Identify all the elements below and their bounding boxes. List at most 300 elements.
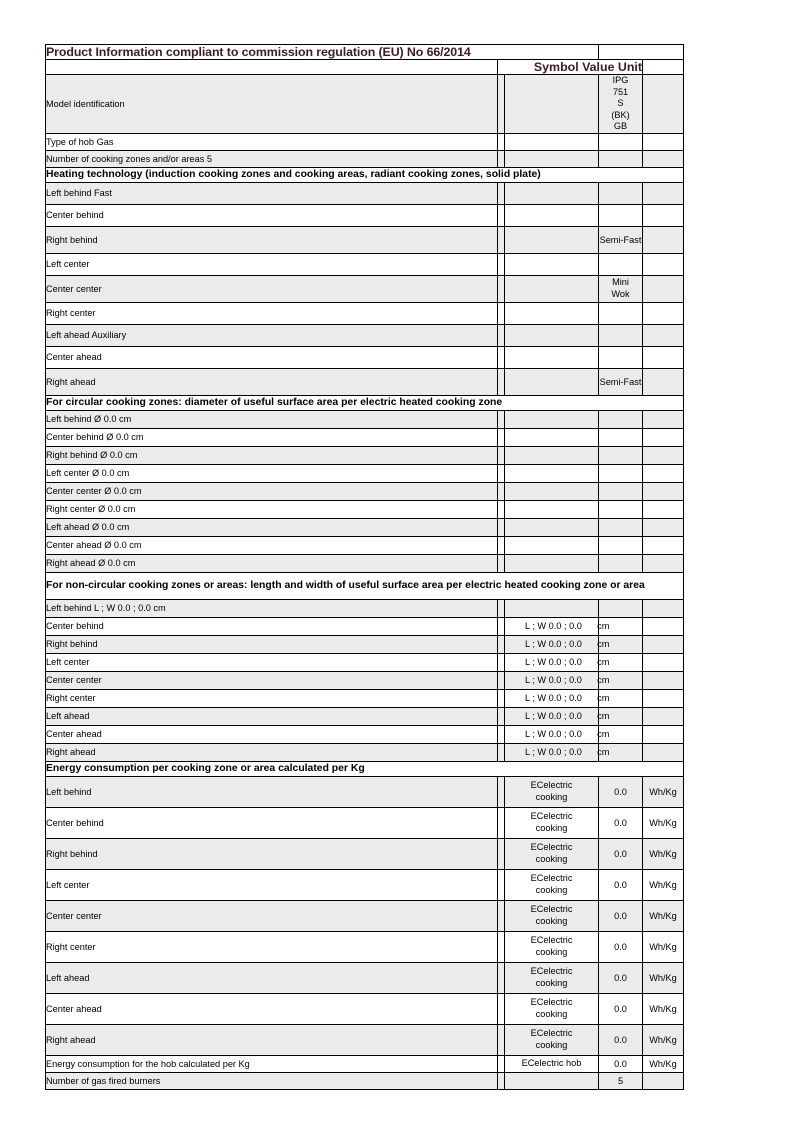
table-row xyxy=(46,776,684,807)
row-value xyxy=(599,518,643,536)
row-symbol xyxy=(505,482,599,500)
header-label-spacer xyxy=(46,60,498,75)
row-gap-cell xyxy=(498,253,505,275)
table-row xyxy=(46,1024,684,1055)
product-information-sheet xyxy=(45,44,683,1090)
row-unit xyxy=(643,1072,684,1089)
table-row xyxy=(46,182,684,204)
row-gap-cell xyxy=(498,1024,505,1055)
row-symbol xyxy=(505,993,599,1024)
symbol-line-1: ECelectric xyxy=(530,966,573,977)
table-row xyxy=(46,368,684,395)
row-symbol xyxy=(505,182,599,204)
row-unit: Wh/Kg xyxy=(643,807,684,838)
row-label: Left ahead xyxy=(46,962,498,993)
row-gap-cell xyxy=(498,1055,505,1072)
row-unit: Wh/Kg xyxy=(643,869,684,900)
row-value xyxy=(599,324,643,346)
row-symbol xyxy=(505,410,599,428)
row-unit xyxy=(643,554,684,572)
row-symbol xyxy=(505,554,599,572)
row-gap-cell xyxy=(498,671,505,689)
noncircular-zones-body xyxy=(46,572,684,761)
row-label: Right ahead Ø 0.0 cm xyxy=(46,554,498,572)
row-label: Right behind xyxy=(46,838,498,869)
column-header-row xyxy=(46,60,684,75)
row-symbol xyxy=(505,869,599,900)
row-symbol xyxy=(505,500,599,518)
row-label: Number of gas fired burners xyxy=(46,1072,498,1089)
section-heading: For circular cooking zones: diameter of useful surface area per electric heated cooking zone xyxy=(46,395,684,410)
table-body xyxy=(46,45,684,75)
length-width-text: L ; W 0.0 ; 0.0 cm xyxy=(525,693,610,704)
row-length-width xyxy=(505,689,610,707)
row-symbol xyxy=(505,518,599,536)
row-unit xyxy=(643,428,684,446)
row-symbol xyxy=(505,150,599,167)
row-label: Right ahead xyxy=(46,368,498,395)
row-value: 0.0 xyxy=(599,1055,643,1072)
row-symbol xyxy=(505,807,599,838)
row-gap-cell xyxy=(498,428,505,446)
length-width-text: L ; W 0.0 ; 0.0 cm xyxy=(525,729,610,740)
circular-zones-body xyxy=(46,395,684,572)
row-value xyxy=(599,689,643,707)
row-symbol xyxy=(505,1024,599,1055)
row-unit xyxy=(643,226,684,253)
row-value xyxy=(599,428,643,446)
row-label: Left center xyxy=(46,869,498,900)
symbol-line-1: ECelectric xyxy=(530,842,573,853)
row-value xyxy=(599,653,643,671)
row-symbol xyxy=(505,428,599,446)
row-gap-cell xyxy=(498,962,505,993)
row-gap-cell xyxy=(498,707,505,725)
row-gap-cell xyxy=(498,536,505,554)
table-row xyxy=(46,869,684,900)
row-gap-cell xyxy=(498,324,505,346)
row-value: Semi-Fast xyxy=(599,226,643,253)
title-row xyxy=(46,45,684,60)
row-gap-cell xyxy=(498,743,505,761)
row-unit: Wh/Kg xyxy=(643,1024,684,1055)
row-unit xyxy=(643,302,684,324)
row-label: Left center xyxy=(46,253,498,275)
row-value xyxy=(599,500,643,518)
table-row xyxy=(46,993,684,1024)
row-symbol xyxy=(505,302,599,324)
product-information-table xyxy=(45,44,684,1090)
row-gap-cell xyxy=(498,599,505,617)
row-label: Right center xyxy=(46,931,498,962)
table-row xyxy=(46,962,684,993)
row-gap-cell xyxy=(498,900,505,931)
row-value: 0.0 xyxy=(599,900,643,931)
row-symbol xyxy=(505,253,599,275)
length-width-text: L ; W 0.0 ; 0.0 cm xyxy=(525,675,610,686)
row-value: 0.0 xyxy=(599,931,643,962)
row-length-width xyxy=(505,617,610,635)
row-value xyxy=(599,346,643,368)
table-row xyxy=(46,150,684,167)
row-unit xyxy=(643,368,684,395)
table-row xyxy=(46,204,684,226)
row-unit xyxy=(643,689,684,707)
row-unit xyxy=(643,324,684,346)
section-heading: Heating technology (induction cooking zones and cooking areas, radiant cooking zones, solid plate) xyxy=(46,167,684,182)
symbol-line-2: cooking xyxy=(535,946,568,957)
row-unit xyxy=(643,182,684,204)
row-unit xyxy=(643,464,684,482)
footer-rows-body xyxy=(46,1055,684,1089)
value-line-3: S xyxy=(617,98,624,108)
row-label: Center ahead xyxy=(46,346,498,368)
row-symbol xyxy=(505,931,599,962)
row-value: 0.0 xyxy=(599,776,643,807)
symbol-line-2: cooking xyxy=(535,791,568,802)
row-label: Left behind xyxy=(46,776,498,807)
symbol-line-1: ECelectric xyxy=(530,780,573,791)
row-symbol xyxy=(505,275,599,302)
row-value xyxy=(599,150,643,167)
row-gap-cell xyxy=(498,725,505,743)
row-unit xyxy=(643,743,684,761)
value-line-2: Wok xyxy=(611,288,630,299)
table-row xyxy=(46,324,684,346)
row-label: Right center Ø 0.0 cm xyxy=(46,500,498,518)
row-gap-cell xyxy=(498,617,505,635)
row-gap-cell xyxy=(498,182,505,204)
row-value xyxy=(599,482,643,500)
row-gap-cell xyxy=(498,993,505,1024)
row-value xyxy=(599,536,643,554)
table-row xyxy=(46,518,684,536)
row-symbol xyxy=(505,838,599,869)
table-row xyxy=(46,253,684,275)
header-unit-spacer xyxy=(643,60,684,75)
section-row-energy xyxy=(46,761,684,776)
row-gap-cell xyxy=(498,302,505,324)
row-unit xyxy=(643,133,684,150)
row-value: 0.0 xyxy=(599,962,643,993)
row-symbol xyxy=(505,900,599,931)
symbol-line-1: ECelectric xyxy=(530,1028,573,1039)
row-length-width xyxy=(505,671,610,689)
row-gap-cell xyxy=(498,554,505,572)
row-length-width xyxy=(505,635,610,653)
table-row xyxy=(46,599,684,617)
row-unit: Wh/Kg xyxy=(643,900,684,931)
row-gap-cell xyxy=(498,500,505,518)
row-value xyxy=(599,204,643,226)
row-gap-cell xyxy=(498,807,505,838)
row-label: Right behind xyxy=(46,635,498,653)
row-label: Center center xyxy=(46,671,498,689)
row-value: Semi-Fast xyxy=(599,368,643,395)
row-gap-cell xyxy=(498,226,505,253)
row-value: 0.0 xyxy=(599,807,643,838)
row-label: Energy consumption for the hob calculated per Kg xyxy=(46,1055,498,1072)
row-unit xyxy=(643,275,684,302)
row-label: Center center xyxy=(46,900,498,931)
row-label: Type of hob Gas xyxy=(46,133,498,150)
row-length-width xyxy=(505,599,599,617)
section-heading: Energy consumption per cooking zone or area calculated per Kg xyxy=(46,761,684,776)
row-value xyxy=(599,446,643,464)
symbol-line-1: ECelectric xyxy=(530,904,573,915)
row-value: 0.0 xyxy=(599,993,643,1024)
row-label: Center center xyxy=(46,275,498,302)
row-value: 5 xyxy=(599,1072,643,1089)
row-label: Model identification xyxy=(46,75,498,134)
row-unit xyxy=(643,518,684,536)
row-symbol xyxy=(505,346,599,368)
length-width-text: L ; W 0.0 ; 0.0 cm xyxy=(525,657,610,668)
symbol-line-1: ECelectric xyxy=(530,873,573,884)
document-title: Product Information compliant to commission regulation (EU) No 66/2014 xyxy=(46,45,599,60)
row-unit xyxy=(643,725,684,743)
row-unit xyxy=(643,599,684,617)
row-unit: Wh/Kg xyxy=(643,1055,684,1072)
row-length-width xyxy=(505,653,610,671)
row-gap-cell xyxy=(498,346,505,368)
row-symbol xyxy=(505,75,599,134)
table-row xyxy=(46,275,684,302)
row-gap-cell xyxy=(498,204,505,226)
row-length-width xyxy=(505,743,610,761)
table-row xyxy=(46,428,684,446)
row-label: Left ahead Auxiliary xyxy=(46,324,498,346)
length-width-text: L ; W 0.0 ; 0.0 cm xyxy=(525,711,610,722)
row-length-width xyxy=(505,725,610,743)
row-value xyxy=(599,302,643,324)
row-label: Right behind Ø 0.0 cm xyxy=(46,446,498,464)
row-unit xyxy=(643,536,684,554)
row-unit xyxy=(643,482,684,500)
table-row xyxy=(46,838,684,869)
row-unit: Wh/Kg xyxy=(643,838,684,869)
row-gap-cell xyxy=(498,410,505,428)
row-label: Right center xyxy=(46,302,498,324)
row-symbol xyxy=(505,776,599,807)
row-symbol xyxy=(505,464,599,482)
row-label: Center behind xyxy=(46,204,498,226)
row-label: Left center Ø 0.0 cm xyxy=(46,464,498,482)
row-gap-cell xyxy=(498,275,505,302)
row-gap-cell xyxy=(498,869,505,900)
row-label: Center center Ø 0.0 cm xyxy=(46,482,498,500)
row-value xyxy=(599,253,643,275)
row-unit xyxy=(643,446,684,464)
row-value xyxy=(599,275,643,302)
row-symbol xyxy=(505,536,599,554)
row-value xyxy=(599,133,643,150)
energy-consumption-body xyxy=(46,761,684,1055)
symbol-line-2: cooking xyxy=(535,884,568,895)
row-label: Center behind xyxy=(46,617,498,635)
row-symbol xyxy=(505,204,599,226)
section-row-noncircular xyxy=(46,572,684,599)
row-value: 0.0 xyxy=(599,1024,643,1055)
row-unit: Wh/Kg xyxy=(643,993,684,1024)
row-gap-cell xyxy=(498,635,505,653)
table-row xyxy=(46,482,684,500)
row-label: Left ahead xyxy=(46,707,498,725)
table-row xyxy=(46,1072,684,1089)
section-row-heating xyxy=(46,167,684,182)
row-value xyxy=(599,743,643,761)
row-unit: Wh/Kg xyxy=(643,962,684,993)
symbol-line-1: ECelectric xyxy=(530,997,573,1008)
table-row xyxy=(46,807,684,838)
row-length-width xyxy=(505,707,610,725)
row-label: Center behind Ø 0.0 cm xyxy=(46,428,498,446)
value-line-1: Mini xyxy=(612,277,629,288)
table-row xyxy=(46,743,684,761)
table-row xyxy=(46,689,684,707)
symbol-line-2: cooking xyxy=(535,977,568,988)
row-symbol xyxy=(505,133,599,150)
table-row xyxy=(46,226,684,253)
table-row xyxy=(46,653,684,671)
table-row xyxy=(46,302,684,324)
value-line-4: (BK) xyxy=(611,109,630,120)
row-gap-cell xyxy=(498,518,505,536)
row-gap-cell xyxy=(498,931,505,962)
row-unit xyxy=(643,150,684,167)
row-gap-cell xyxy=(498,653,505,671)
symbol-line-2: cooking xyxy=(535,1039,568,1050)
table-row xyxy=(46,446,684,464)
table-row xyxy=(46,900,684,931)
row-value: 0.0 xyxy=(599,838,643,869)
row-gap-cell xyxy=(498,150,505,167)
row-value xyxy=(599,671,643,689)
row-symbol xyxy=(505,324,599,346)
row-unit xyxy=(643,75,684,134)
symbol-line-1: ECelectric xyxy=(530,935,573,946)
row-unit xyxy=(643,253,684,275)
table-row xyxy=(46,133,684,150)
table-row xyxy=(46,931,684,962)
row-gap-cell xyxy=(498,368,505,395)
row-value xyxy=(599,182,643,204)
row-unit xyxy=(643,500,684,518)
length-width-text: L ; W 0.0 ; 0.0 cm xyxy=(525,621,610,632)
row-label: Left behind Ø 0.0 cm xyxy=(46,410,498,428)
row-unit xyxy=(643,410,684,428)
row-gap-cell xyxy=(498,464,505,482)
row-label: Left behind L ; W 0.0 ; 0.0 cm xyxy=(46,599,498,617)
table-row xyxy=(46,410,684,428)
value-line-1: IPG xyxy=(612,75,629,85)
section-row-circular xyxy=(46,395,684,410)
row-symbol: ECelectric hob xyxy=(505,1055,599,1072)
row-unit xyxy=(643,707,684,725)
symbol-value-unit-header: Symbol Value Unit xyxy=(498,60,643,75)
length-width-text: L ; W 0.0 ; 0.0 cm xyxy=(525,747,610,758)
row-label: Center behind xyxy=(46,807,498,838)
row-label: Left center xyxy=(46,653,498,671)
row-value xyxy=(599,554,643,572)
row-value xyxy=(599,707,643,725)
row-label: Center ahead xyxy=(46,993,498,1024)
table-row xyxy=(46,536,684,554)
value-line-2: 751 xyxy=(612,86,629,97)
row-gap-cell xyxy=(498,133,505,150)
value-line-5: GB xyxy=(613,121,628,131)
table-row xyxy=(46,75,684,134)
row-gap-cell xyxy=(498,689,505,707)
row-label: Right ahead xyxy=(46,743,498,761)
title-black-block xyxy=(599,45,684,60)
row-unit xyxy=(643,671,684,689)
table-row xyxy=(46,554,684,572)
row-label: Left behind Fast xyxy=(46,182,498,204)
row-symbol xyxy=(505,226,599,253)
section-heading: For non-circular cooking zones or areas: length and width of useful surface area per electric heated cooking zone or area xyxy=(46,572,684,599)
table-row xyxy=(46,635,684,653)
row-gap-cell xyxy=(498,1072,505,1089)
row-symbol xyxy=(505,1072,599,1089)
row-gap-cell xyxy=(498,75,505,134)
row-gap-cell xyxy=(498,482,505,500)
row-gap-cell xyxy=(498,776,505,807)
table-row xyxy=(46,464,684,482)
table-row xyxy=(46,707,684,725)
row-value xyxy=(599,75,643,134)
row-gap-cell xyxy=(498,446,505,464)
row-value xyxy=(599,617,643,635)
top-rows-body xyxy=(46,75,684,168)
row-label: Center ahead xyxy=(46,725,498,743)
row-value xyxy=(599,464,643,482)
row-unit: Wh/Kg xyxy=(643,776,684,807)
row-value xyxy=(599,410,643,428)
row-label: Number of cooking zones and/or areas 5 xyxy=(46,150,498,167)
row-label: Left ahead Ø 0.0 cm xyxy=(46,518,498,536)
table-row xyxy=(46,500,684,518)
row-label: Right center xyxy=(46,689,498,707)
symbol-line-2: cooking xyxy=(535,1008,568,1019)
row-label: Right ahead xyxy=(46,1024,498,1055)
symbol-line-2: cooking xyxy=(535,915,568,926)
row-label: Right behind xyxy=(46,226,498,253)
row-value xyxy=(599,599,643,617)
table-row xyxy=(46,1055,684,1072)
symbol-line-2: cooking xyxy=(535,853,568,864)
table-row xyxy=(46,671,684,689)
row-label: Center ahead Ø 0.0 cm xyxy=(46,536,498,554)
heating-technology-body xyxy=(46,167,684,395)
row-value: 0.0 xyxy=(599,869,643,900)
table-row xyxy=(46,346,684,368)
row-gap-cell xyxy=(498,838,505,869)
row-unit xyxy=(643,204,684,226)
table-row xyxy=(46,617,684,635)
table-row xyxy=(46,725,684,743)
row-unit: Wh/Kg xyxy=(643,931,684,962)
symbol-line-1: ECelectric xyxy=(530,811,573,822)
row-unit xyxy=(643,346,684,368)
row-value xyxy=(599,725,643,743)
length-width-text: L ; W 0.0 ; 0.0 cm xyxy=(525,639,610,650)
row-value xyxy=(599,635,643,653)
row-unit xyxy=(643,635,684,653)
row-symbol xyxy=(505,446,599,464)
row-symbol xyxy=(505,962,599,993)
row-unit xyxy=(643,653,684,671)
